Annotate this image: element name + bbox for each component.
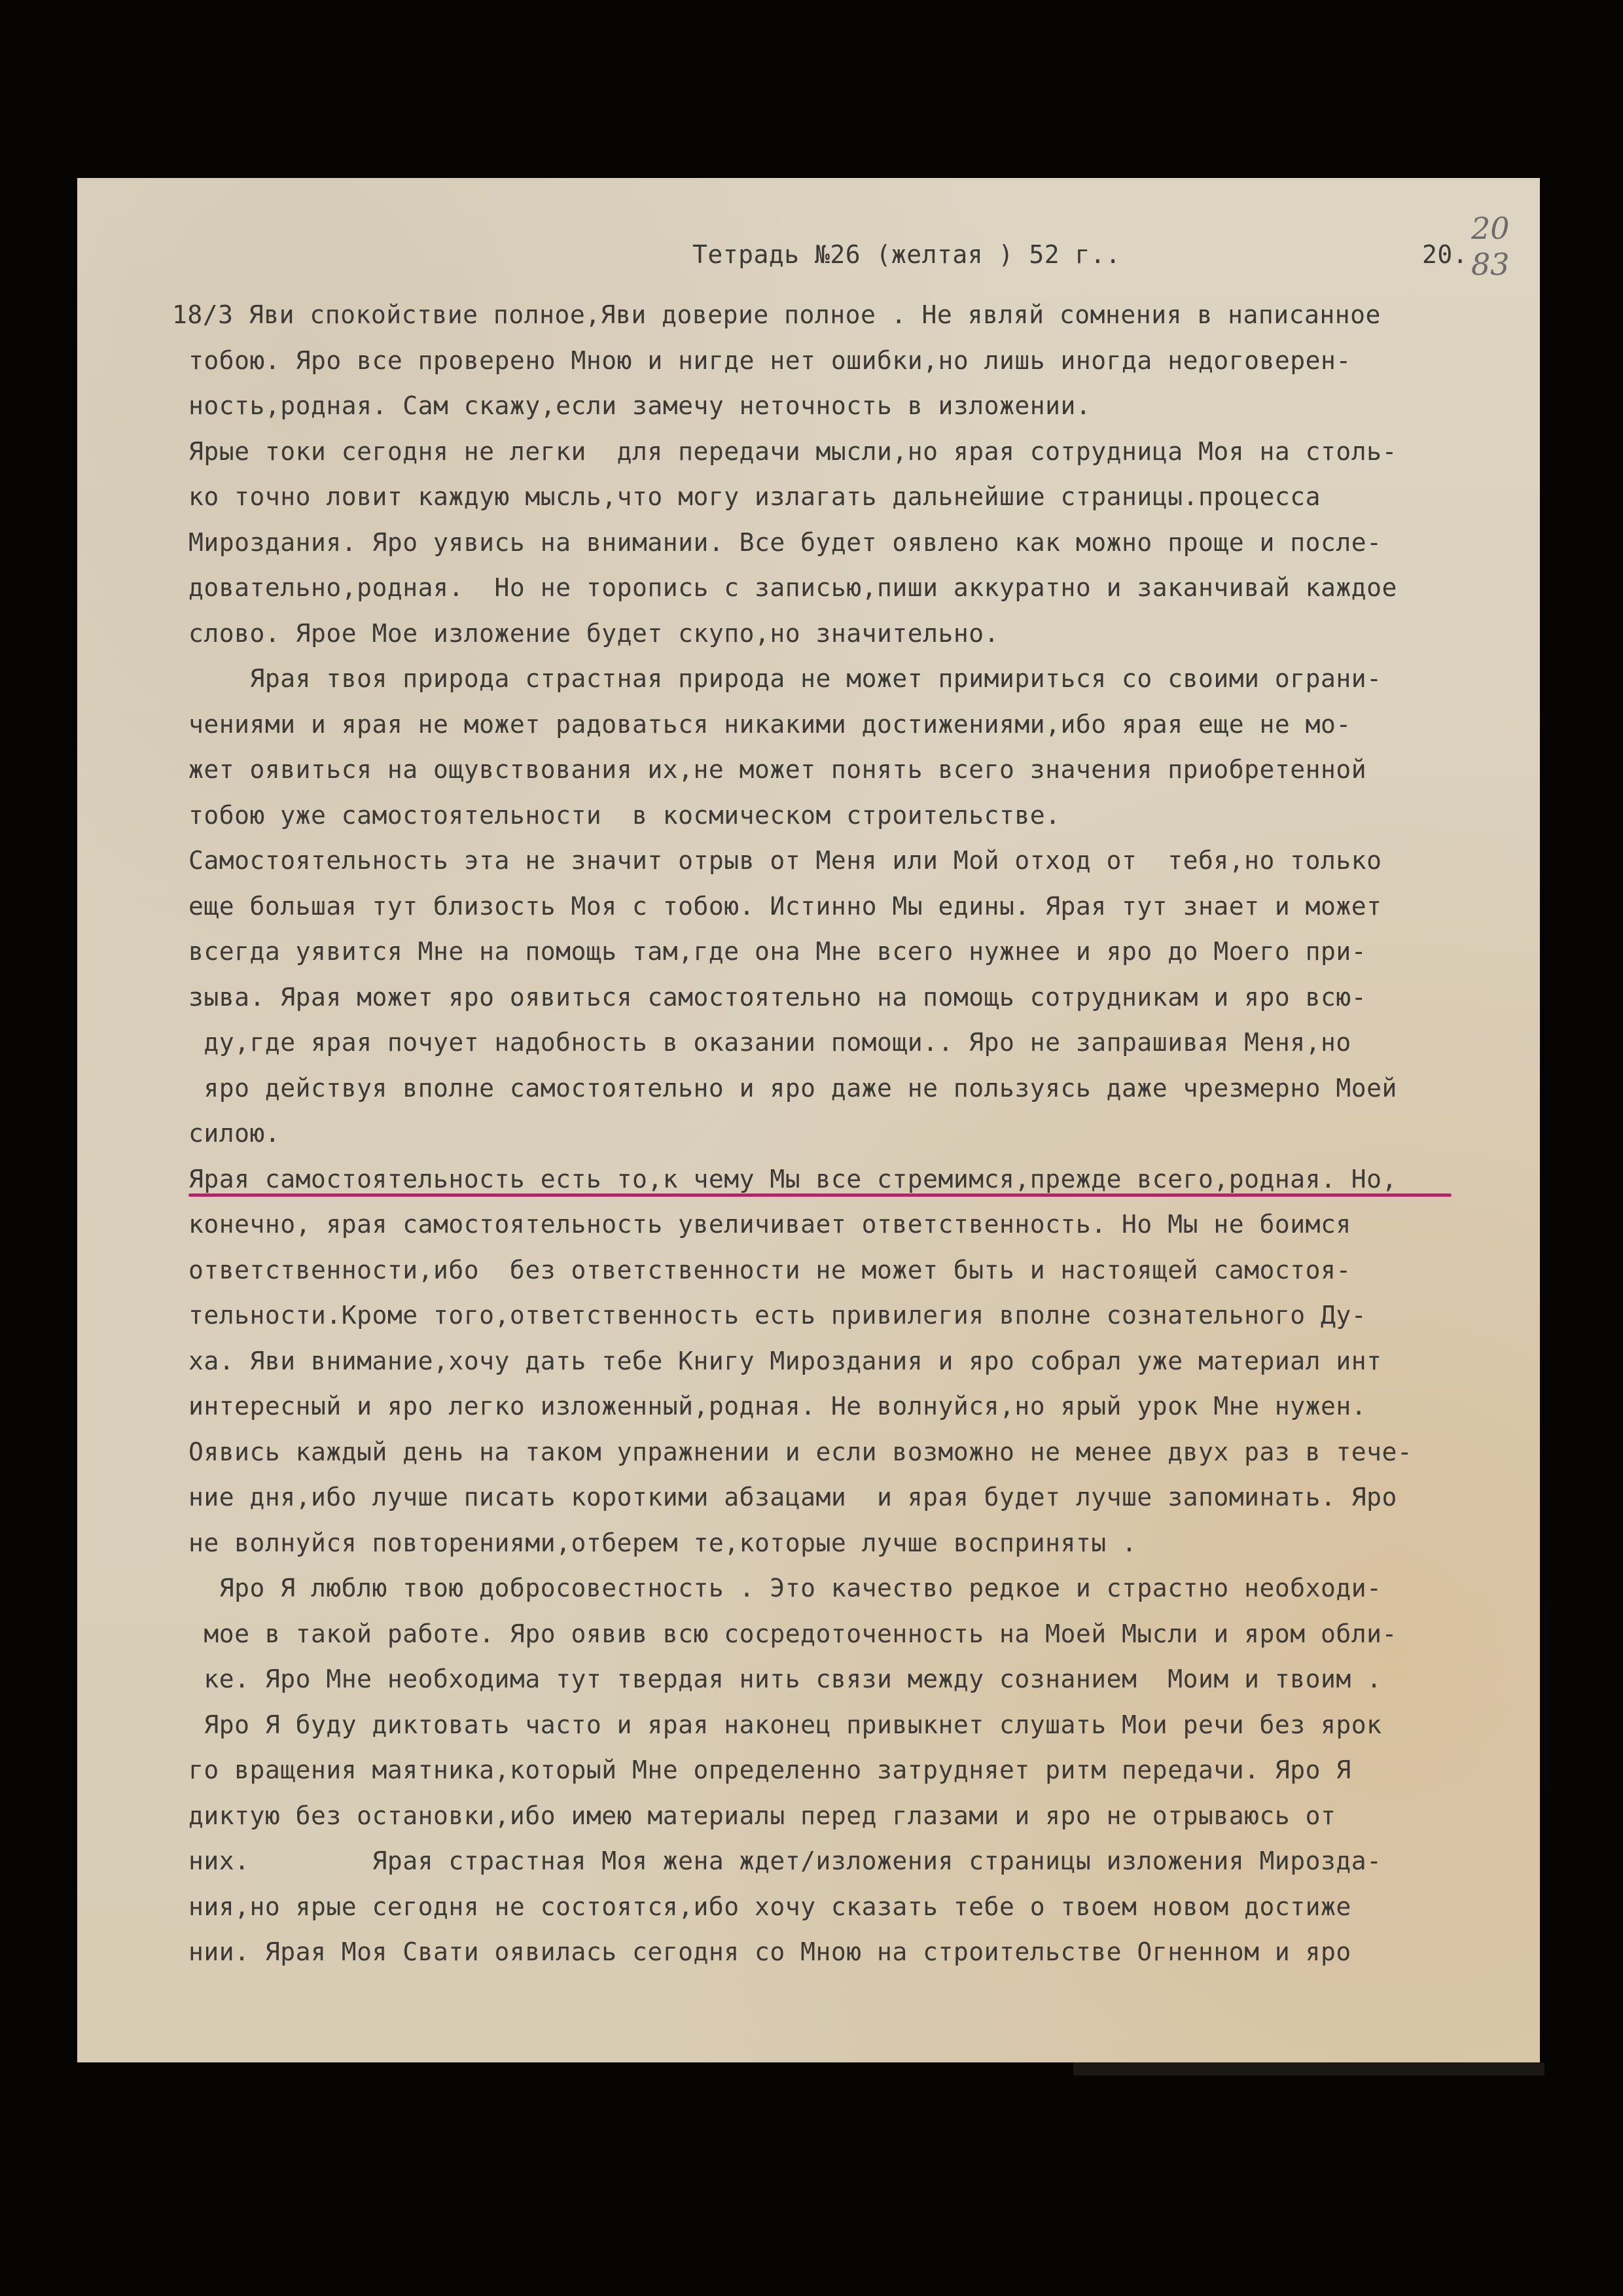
typed-line: конечно, ярая самостоятельность увеличивает ответственность. Но Мы не боимся (188, 1210, 1351, 1239)
typed-line: не волнуйся повторениями,отберем те,которые лучше восприняты . (188, 1528, 1137, 1557)
typed-line: Ярые токи сегодня не легки для передачи мысли,но ярая сотрудница Моя на столь- (188, 436, 1397, 466)
typed-line: ние дня,ибо лучше писать короткими абзацами и ярая будет лучше запоминать. Яро (188, 1483, 1397, 1511)
typed-line: Самостоятельность эта не значит отрыв от Меня или Мой отход от тебя,но только (188, 846, 1382, 875)
typed-line: жет оявиться на ощувствования их,не может понять всего значения приобретенной (188, 755, 1367, 784)
typed-line: зыва. Ярая может яро оявиться самостоятельно на помощь сотрудникам и яро всю- (188, 982, 1367, 1012)
typed-line: ке. Яро Мне необходима тут твердая нить связи между сознанием Моим и твоим . (188, 1665, 1382, 1693)
typed-line: силою. (188, 1119, 281, 1148)
typed-line: всегда уявится Мне на помощь там,где она Мне всего нужнее и яро до Моего при- (188, 937, 1367, 966)
typed-line: Яро Я люблю твою добросовестность . Это качество редкое и страстно необходи- (188, 1574, 1382, 1602)
typed-line: чениями и ярая не может радоваться никакими достижениями,ибо ярая еще не мо- (188, 709, 1351, 739)
notebook-header: Тетрадь №26 (желтая ) 52 г.. (692, 240, 1121, 269)
typed-line: еще большая тут близость Моя с тобою. Истинно Мы едины. Ярая тут знает и может (188, 891, 1382, 921)
typed-line: Ярая твоя природа страстная природа не может примириться со своими ограни- (188, 664, 1382, 693)
typed-line: довательно,родная. Но не торопись с записью,пиши аккуратно и заканчивай каждое (188, 573, 1397, 602)
typed-line: слово. Ярое Мое изложение будет скупо,но значительно. (188, 618, 1000, 648)
typed-line: диктую без остановки,ибо имею материалы перед глазами и яро не отрываюсь от (188, 1801, 1336, 1830)
typed-line: ответственности,ибо без ответственности не может быть и настоящей самостоя- (188, 1255, 1351, 1284)
typed-line: нии. Ярая Моя Свати оявилась сегодня со Мною на строительстве Огненном и яро (188, 1937, 1351, 1966)
typed-line: ха. Яви внимание,хочу дать тебе Книгу Мироздания и яро собрал уже материал инт (188, 1346, 1382, 1375)
typed-line: го вращения маятника,который Мне определенно затрудняет ритм передачи. Яро Я (188, 1756, 1351, 1784)
typed-line: Оявись каждый день на таком упражнении и если возможно не менее двух раз в тече- (188, 1437, 1413, 1466)
typed-line: ность,родная. Сам скажу,если замечу неточность в изложении. (188, 391, 1092, 420)
pencil-note-top: 20 (1471, 211, 1510, 246)
typed-line: ко точно ловит каждую мысль,что могу излагать дальнейшие страницы.процесса (188, 482, 1321, 511)
typed-line: Мироздания. Яро уявись на внимании. Все будет оявлено как можно проще и после- (188, 527, 1382, 557)
typed-line: ду,где ярая почует надобность в оказании помощи.. Яро не запрашивая Меня,но (188, 1028, 1351, 1057)
pink-underline (188, 1193, 1452, 1197)
pencil-note-bottom: 83 (1471, 247, 1510, 282)
typed-line: интересный и яро легко изложенный,родная. Не волнуйся,но ярый урок Мне нужен. (188, 1392, 1367, 1421)
typed-line: яро действуя вполне самостоятельно и яро даже не пользуясь даже чрезмерно Моей (188, 1073, 1397, 1103)
typed-line: тобою. Яро все проверено Мною и нигде нет ошибки,но лишь иногда недоговерен- (188, 345, 1351, 375)
typed-line: тобою уже самостоятельности в космическом строительстве. (188, 800, 1061, 830)
typed-line: Яро Я буду диктовать часто и ярая наконец привыкнет слушать Мои речи без ярок (188, 1710, 1382, 1739)
typed-line: Ярая самостоятельность есть то,к чему Мы все стремимся,прежде всего,родная. Но, (188, 1164, 1397, 1193)
page-number: 20. (1422, 240, 1469, 269)
typed-line: 18/3 Яви спокойствие полное,Яви доверие полное . Не являй сомнения в написанное (172, 300, 1381, 329)
typed-line: ния,но ярые сегодня не состоятся,ибо хочу сказать тебе о твоем новом достиже (188, 1892, 1351, 1921)
typed-line: них. Ярая страстная Моя жена ждет/изложения страницы изложения Мирозда- (188, 1846, 1382, 1875)
typed-line: тельности.Кроме того,ответственность есть привилегия вполне сознательного Ду- (188, 1301, 1367, 1330)
typed-page (77, 178, 1540, 2062)
typed-line: мое в такой работе. Яро оявив всю сосредоточенность на Моей Мысли и яром обли- (188, 1619, 1397, 1648)
scan-edge-strip (1073, 2062, 1544, 2075)
